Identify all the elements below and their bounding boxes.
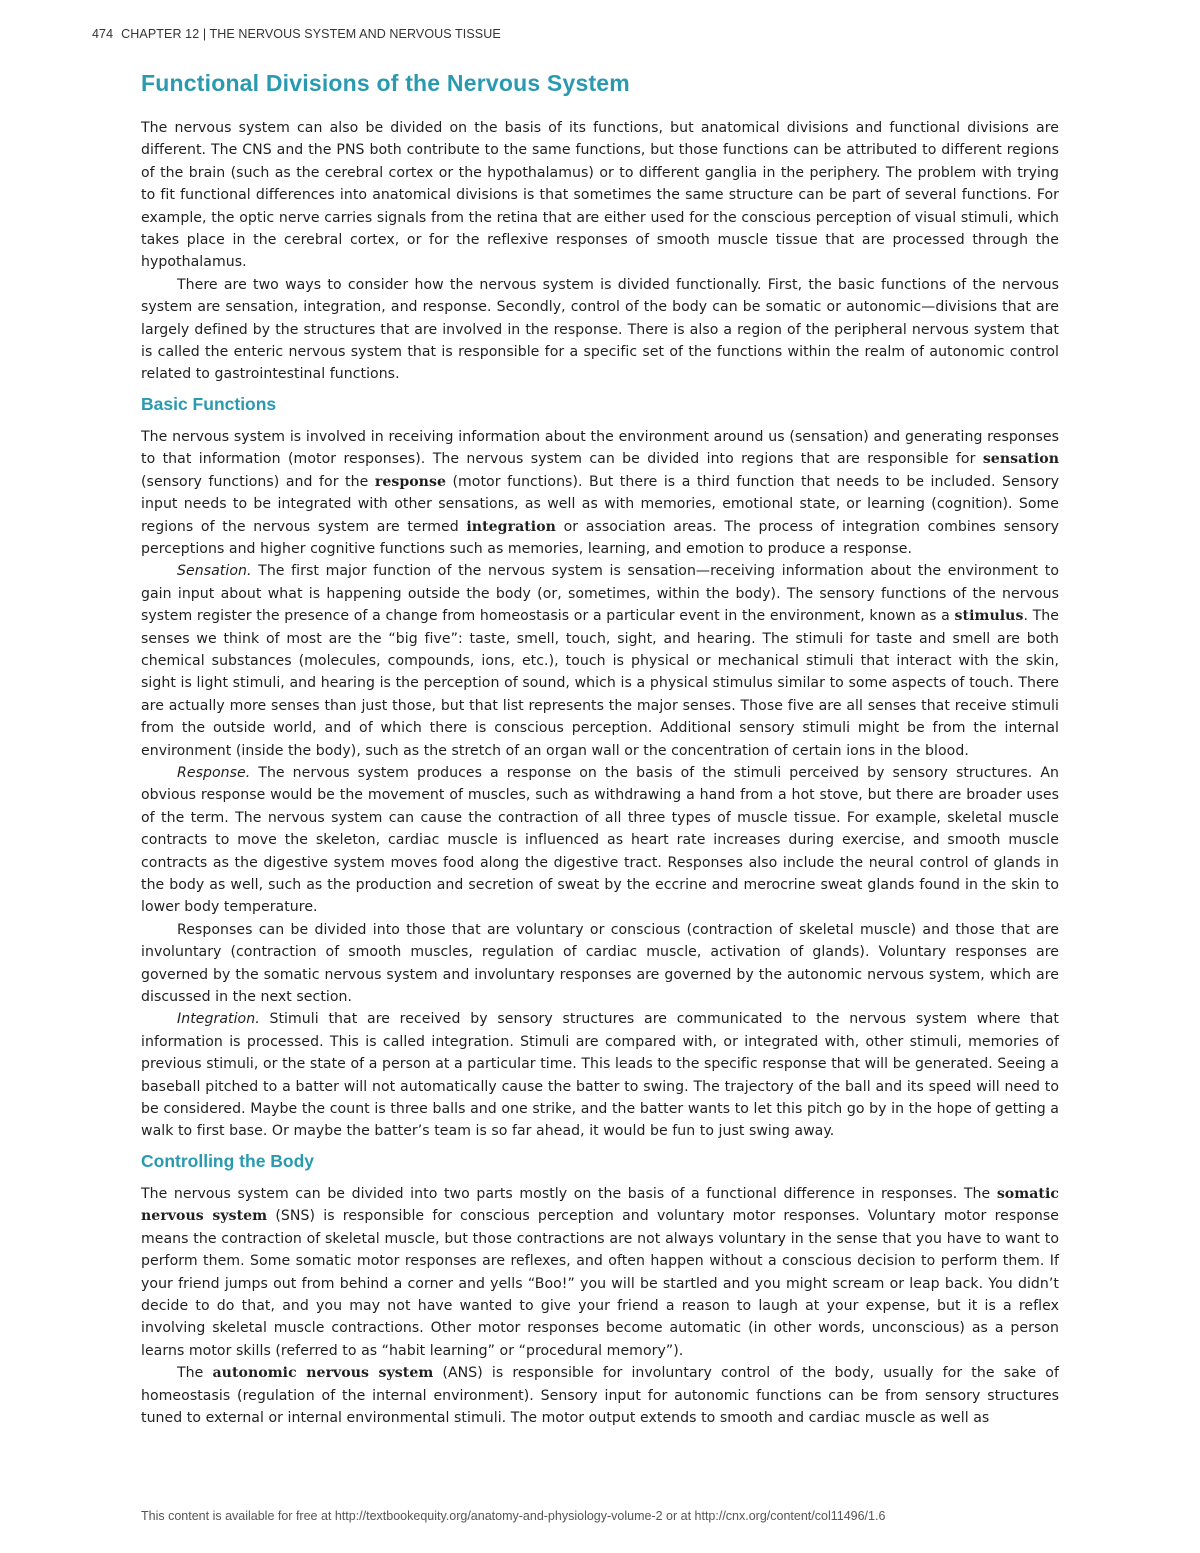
term-response: response [374,473,446,490]
main-content [141,70,1059,1429]
basic-functions-heading: Basic Functions [141,393,277,414]
page-number: 474 [92,27,114,41]
response-paragraph: Response. The nervous system produces a response on the basis of the stimuli perceived by sensory structures. An obvious response would be the movement of muscles, such as withdrawing a hand from a hot stove, but there are broader uses of the term. The nervous system can cause the contraction of all three types of muscle tissue. For example, skeletal muscle contracts to move the skeleton, cardiac muscle is influenced as heart rate increases during exercise, and smooth muscle contracts as the digestive system moves food along the digestive tract. Responses also include the neural control of glands in the body as well, such as the production and secretion of sweat by the eccrine and merocrine sweat glands found in the skin to lower body temperature. [141,764,1059,916]
term-autonomic-nervous-system: autonomic nervous system [212,1365,434,1382]
basic-functions-paragraph: The nervous system is involved in receiving information about the environment around us (sensation) and generating responses to that information (motor responses). The nervous system can be divided into regions that are responsible for sensation (sensory functions) and for the response (motor functions). But there is a third function that needs to be included. Sensory input needs to be integrated with other sensations, as well as with memories, emotional state, or learning (cognition). Some regions of the nervous system are termed integration or association areas. The process of integration combines sensory perceptions and higher cognitive functions such as memories, learning, and emotion to produce a response. [141,428,1060,557]
responses-division-paragraph: Responses can be divided into those that are voluntary or conscious (contraction of skeletal muscle) and those that are involuntary (contraction of smooth muscles, regulation of cardiac muscle, activation of glands). Voluntary responses are governed by the somatic nervous system and involuntary responses are governed by the autonomic nervous system, which are discussed in the next section. [141,921,1059,1006]
integration-paragraph: Integration. Stimuli that are received by sensory structures are communicated to the nervous system where that information is processed. This is called integration. Stimuli are compared with, or integrated with, other stimuli, memories of previous stimuli, or the state of a person at a particular time. This leads to the specific response that will be generated. Seeing a baseball pitched to a batter will not automatically cause the batter to swing. The trajectory of the ball and its speed will need to be considered. Maybe the count is three balls and one strike, and the batter wants to let this pitch go by in the hope of getting a walk to first base. Or maybe the batter’s team is so far ahead, it would be fun to just swing away. [141,1011,1059,1140]
term-stimulus: stimulus [954,608,1024,625]
term-integration: integration [466,518,556,535]
section-title: Functional Divisions of the Nervous System [141,70,630,96]
term-somatic-nervous-system: somatic nervous system [141,1185,1059,1225]
intro-paragraph-2: There are two ways to consider how the nervous system is divided functionally. First, the basic functions of the nervous system are sensation, integration, and response. Secondly, control of the body can be somatic or autonomic—divisions that are largely defined by the structures that are involved in the response. There is also a region of the peripheral nervous system that is called the enteric nervous system that is responsible for a specific set of the functions within the realm of autonomic control related to gastrointestinal functions. [141,276,1059,383]
term-sensation: sensation [982,451,1059,468]
integration-label: Integration. [177,1011,260,1028]
chapter-title: CHAPTER 12 | THE NERVOUS SYSTEM AND NERVOUS TISSUE [121,27,501,41]
somatic-paragraph: The nervous system can be divided into two parts mostly on the basis of a functional difference in responses. The somatic nervous system (SNS) is responsible for conscious perception and voluntary motor responses. Voluntary motor response means the contraction of skeletal muscle, but those contractions are not always voluntary in the sense that you have to want to perform them. Some somatic motor responses are reflexes, and often happen without a conscious decision to perform them. If your friend jumps out from behind a corner and yells “Boo!” you will be startled and you might scream or leap back. You didn’t decide to do that, and you may not have wanted to give your friend a reason to laugh at your expense, but it is a reflex involving skeletal muscle contractions. Other motor responses become automatic (in other words, unconscious) as a person learns motor skills (referred to as “habit learning” or “procedural memory”). [141,1185,1059,1359]
page-footer: This content is available for free at http://textbookequity.org/anatomy-and-physiology-volume-2 or at http://cnx.org/content/col11496/1.6 [141,1509,886,1523]
controlling-body-heading: Controlling the Body [141,1150,315,1171]
sensation-paragraph: Sensation. The first major function of the nervous system is sensation—receiving information about the environment to gain input about what is happening outside the body (or, sometimes, within the body). The sensory functions of the nervous system register the presence of a change from homeostasis or a particular event in the environment, known as a stimulus. The senses we think of most are the “big five”: taste, smell, touch, sight, and hearing. The stimuli for taste and smell are both chemical substances (molecules, compounds, ions, etc.), touch is physical or mechanical stimuli that interact with the skin, sight is light stimuli, and hearing is the perception of sound, which is a physical stimulus similar to some aspects of touch. There are actually more senses than just those, but that list represents the major senses. Those five are all senses that receive stimuli from the outside world, and of which there is conscious perception. Additional sensory stimuli might be from the internal environment (inside the body), such as the stretch of an organ wall or the concentration of certain ions in the blood. [141,563,1059,759]
intro-paragraph-1: The nervous system can also be divided on the basis of its functions, but anatomical divisions and functional divisions are different. The CNS and the PNS both contribute to the same functions, but those functions can be attributed to different regions of the brain (such as the cerebral cortex or the hypothalamus) or to different ganglia in the periphery. The problem with trying to fit functional differences into anatomical divisions is that sometimes the same structure can be part of several functions. For example, the optic nerve carries signals from the retina that are either used for the conscious perception of visual stimuli, which takes place in the cerebral cortex, or for the reflexive responses of smooth muscle tissue that are processed through the hypothalamus. [141,120,1059,271]
running-header [92,27,501,41]
sensation-label: Sensation. [177,563,252,580]
autonomic-paragraph: The autonomic nervous system (ANS) is responsible for involuntary control of the body, usually for the sake of homeostasis (regulation of the internal environment). Sensory input for autonomic functions can be from sensory structures tuned to external or internal environmental stimuli. The motor output extends to smooth and cardiac muscle as well as [141,1365,1059,1426]
response-label: Response. [177,764,251,781]
